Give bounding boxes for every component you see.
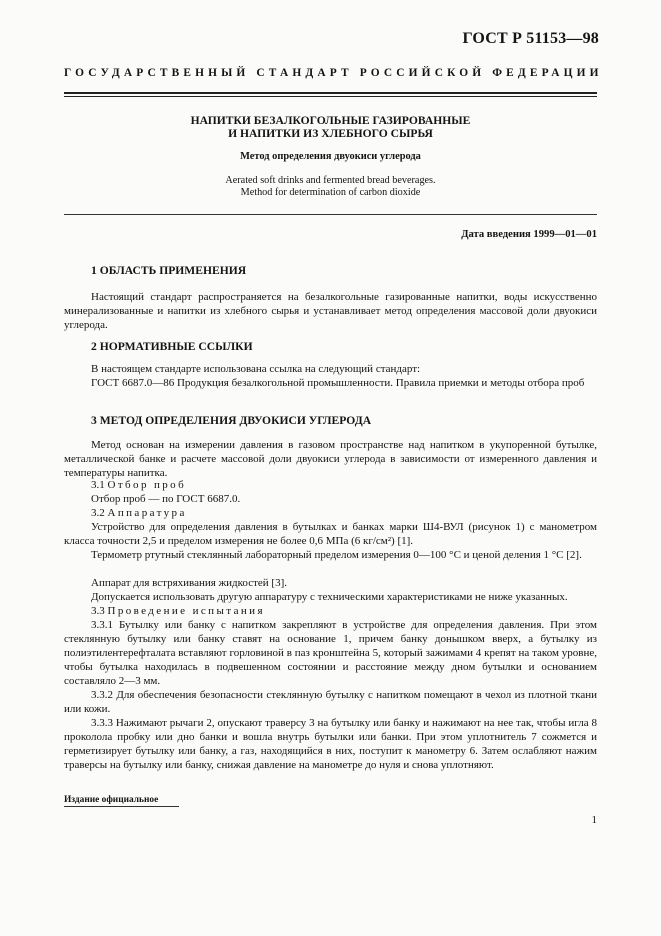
subsection-3-2-number: 3.2 xyxy=(91,507,105,519)
document-subtitle: Метод определения двуокиси углерода xyxy=(240,151,421,162)
subsection-3-3-title: Проведение испытания xyxy=(107,605,265,617)
document-title xyxy=(64,114,597,140)
subsection-3-1-heading xyxy=(91,478,186,492)
subsection-3-2-text-4: Допускается использовать другую аппаратуру с техническими характеристиками не ниже указанных. xyxy=(91,591,568,603)
standard-type: ГОСУДАРСТВЕННЫЙ СТАНДАРТ РОССИЙСКОЙ ФЕДЕРАЦИИ xyxy=(64,67,603,79)
section-2-intro: В настоящем стандарте использована ссылка на следующий стандарт: xyxy=(91,363,421,375)
official-edition-note: Издание официальное xyxy=(64,795,159,805)
subsection-3-3-heading xyxy=(91,604,265,618)
section-3-intro: Метод основан на измерении давления в газовом пространстве над напитком в укупоренной бутылке, металлической банке и расчете массовой доли двуокиси углерода в зависимости от измеренного давления и температуры напитка. xyxy=(64,439,597,479)
english-title-line-2: Method for determination of carbon dioxide xyxy=(240,187,421,198)
english-title xyxy=(64,175,597,199)
title-rule xyxy=(64,214,597,215)
section-1-heading: 1 ОБЛАСТЬ ПРИМЕНЕНИЯ xyxy=(91,264,247,277)
paragraph-3-3-3: 3.3.3 Нажимают рычаги 2, опускают траверсу 3 на бутылку или банку и нажимают на нее так, чтобы игла 8 проколола пробку или дно банки и вошла внутрь бутылки или банки. При этом уплотнитель 7 сожмется и герметизирует бутылку или банку, а газ, находящийся в них, поступит к манометру 6. Затем ослабляют нажим траверсы на бутылку или банку, снижая давление на манометре до нуля и снова уплотняют. xyxy=(64,717,597,771)
subsection-3-2-text-1: Устройство для определения давления в бутылках и банках марки Ш4-ВУЛ (рисунок 1) с манометром класса точности 2,5 и пределом измерения не более 0,6 МПа (6 кг/см²) [1]. xyxy=(64,521,597,547)
section-2-reference: ГОСТ 6687.0—86 Продукция безалкогольной промышленности. Правила приемки и методы отбора проб xyxy=(91,377,585,389)
introduction-date: Дата введения 1999—01—01 xyxy=(461,229,597,240)
title-line-1: НАПИТКИ БЕЗАЛКОГОЛЬНЫЕ ГАЗИРОВАННЫЕ xyxy=(190,114,471,127)
section-2-heading: 2 НОРМАТИВНЫЕ ССЫЛКИ xyxy=(91,340,253,353)
footer-rule xyxy=(64,806,179,807)
title-line-2: И НАПИТКИ ИЗ ХЛЕБНОГО СЫРЬЯ xyxy=(228,127,433,140)
section-1-text: Настоящий стандарт распространяется на безалкогольные газированные напитки, воды искусственно минерализованные и напитки из хлебного сырья и устанавливает метод определения массовой доли двуокиси углерода. xyxy=(64,291,597,331)
header-rule-thin xyxy=(64,96,597,97)
subsection-3-1-title: Отбор проб xyxy=(107,479,187,491)
page-number: 1 xyxy=(591,814,597,826)
paragraph-3-3-1: 3.3.1 Бутылку или банку с напитком закрепляют в устройстве для определения давления. При этом стеклянную бутылку или банку ставят на основание 1, причем банку донышком вверх, а бутылку из полиэтилентерефталата вставляют горловиной в паз кронштейна 5, который зажимами 4 крепят на таком уровне, чтобы бутылка находилась в подвешенном состоянии и расстояние между дном бутылки и основанием составляло 2—3 мм. xyxy=(64,619,597,687)
subsection-3-2-title: Аппаратура xyxy=(107,507,187,519)
subsection-3-1-number: 3.1 xyxy=(91,479,105,491)
subsection-3-1-text: Отбор проб — по ГОСТ 6687.0. xyxy=(91,493,241,505)
section-3-heading: 3 МЕТОД ОПРЕДЕЛЕНИЯ ДВУОКИСИ УГЛЕРОДА xyxy=(91,414,372,427)
subsection-3-2-heading xyxy=(91,506,187,520)
paragraph-3-3-2: 3.3.2 Для обеспечения безопасности стеклянную бутылку с напитком помещают в чехол из плотной ткани или кожи. xyxy=(64,689,597,715)
subsection-3-2-text-3: Аппарат для встряхивания жидкостей [3]. xyxy=(91,577,287,589)
subsection-3-2-text-2: Термометр ртутный стеклянный лабораторный пределом измерения 0—100 °С и ценой деления 1 °С [2]. xyxy=(91,549,582,561)
gost-number: ГОСТ Р 51153—98 xyxy=(462,30,599,47)
header-rule-thick xyxy=(64,92,597,94)
subsection-3-3-number: 3.3 xyxy=(91,605,105,617)
english-title-line-1: Aerated soft drinks and fermented bread beverages. xyxy=(225,175,436,186)
